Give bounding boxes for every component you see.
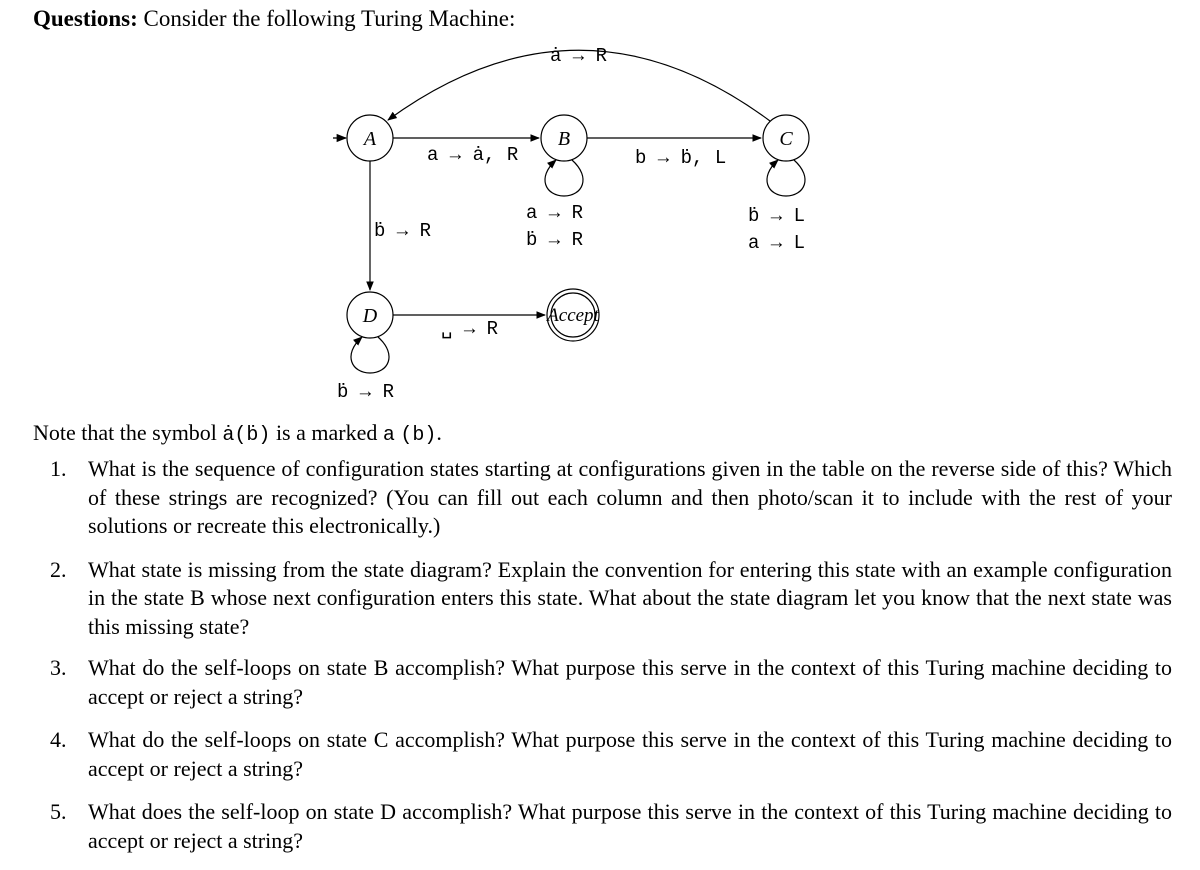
question-text: What do the self-loops on state C accomplish? What purpose this serve in the context of this Turing machine deciding to accept or reject a string?	[88, 727, 1172, 781]
question-text: What is the sequence of configuration states starting at configurations given in the table on the reverse side of this? Which of these strings are recognized? (You can fill out each column and then photo/scan it to include with the rest of your solutions or recreate this electronically.)	[88, 456, 1172, 538]
question-item-4	[50, 726, 1172, 783]
question-item-2	[50, 556, 1172, 642]
question-item-5	[50, 798, 1172, 855]
question-number: 2.	[50, 556, 67, 582]
label-a-to-d: ḃ → R	[374, 220, 432, 242]
label-a-to-b: a → ȧ, R	[427, 144, 519, 166]
note-part-4: .	[436, 420, 442, 445]
heading-label: Questions:	[33, 6, 138, 31]
state-a-label: A	[363, 128, 377, 150]
question-item-1	[50, 455, 1172, 541]
question-number: 1.	[50, 456, 67, 481]
question-text: What state is missing from the state diagram? Explain the convention for entering this state with an example configuration in the state B whose next configuration enters this state. What about the state diagram let you know that the next state was this missing state?	[88, 556, 1172, 639]
note-text	[33, 420, 442, 447]
note-part-2: is a marked	[270, 420, 383, 445]
label-d-to-accept: ␣ → R	[441, 318, 499, 340]
note-symbol-b: (b)	[400, 424, 437, 447]
note-part-1: Note that the symbol	[33, 420, 223, 445]
question-list	[50, 455, 1172, 870]
state-c-label: C	[779, 128, 793, 150]
state-a	[347, 115, 393, 161]
question-number: 4.	[50, 727, 67, 752]
question-text: What do the self-loops on state B accomplish? What purpose this serve in the context of this Turing machine deciding to accept or reject a string?	[88, 655, 1172, 709]
label-c-loop-2: a → L	[748, 232, 806, 254]
question-number: 3.	[50, 655, 67, 680]
note-symbol-marked: ȧ(ḃ)	[222, 424, 271, 447]
label-b-loop-2: ḃ → R	[526, 229, 584, 251]
question-number: 5.	[50, 799, 67, 824]
note-symbol-a: a	[382, 424, 395, 447]
turing-machine-diagram	[0, 0, 1200, 410]
loop-b	[545, 160, 583, 196]
label-b-to-c: b → ḃ, L	[635, 147, 727, 169]
state-d	[347, 292, 393, 338]
question-item-3	[50, 654, 1172, 711]
state-accept-label: Accept	[547, 305, 599, 326]
question-text: What does the self-loop on state D accomplish? What purpose this serve in the context of this Turing machine deciding to accept or reject a string?	[88, 799, 1172, 853]
state-d-label: D	[362, 305, 378, 327]
state-c	[763, 115, 809, 161]
loop-d	[351, 337, 389, 373]
loop-c	[767, 160, 805, 196]
label-c-to-a: ȧ → R	[550, 45, 608, 67]
state-b	[541, 115, 587, 161]
state-b-label: B	[557, 128, 571, 150]
label-d-loop: ḃ → R	[337, 381, 395, 403]
state-accept	[545, 289, 599, 341]
heading-text: Consider the following Turing Machine:	[137, 6, 516, 31]
label-b-loop-1: a → R	[526, 202, 584, 224]
label-c-loop-1: ḃ → L	[748, 205, 806, 227]
